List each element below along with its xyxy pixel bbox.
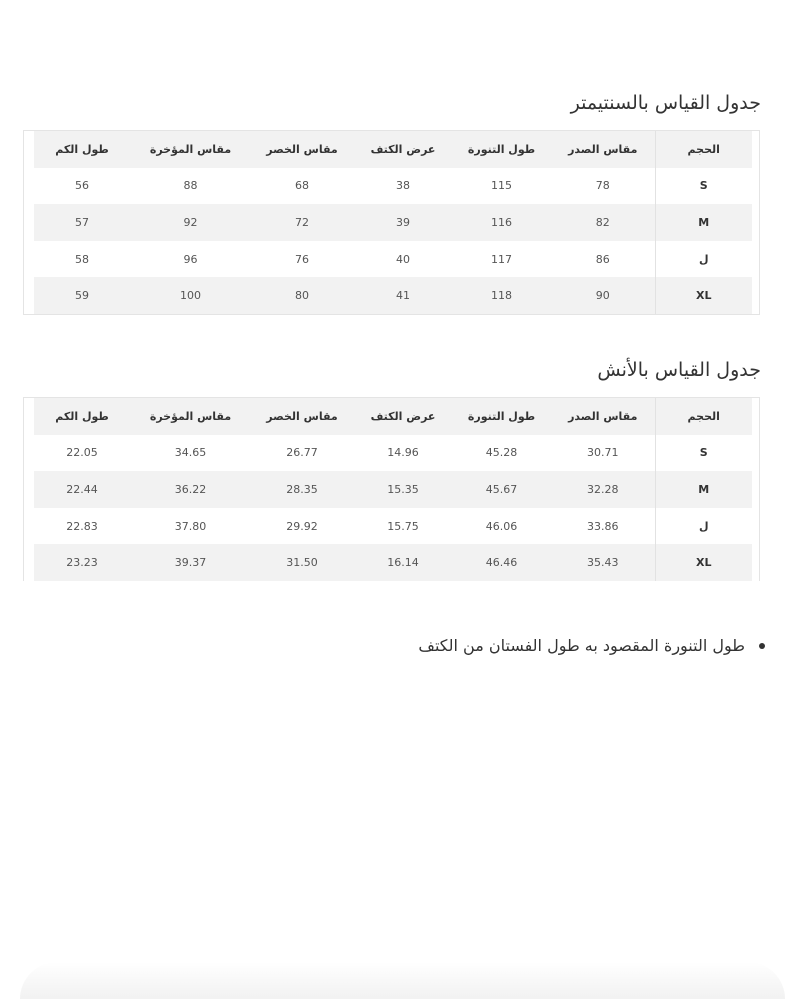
size-label: M [656, 204, 752, 241]
inch-table-frame [23, 397, 760, 581]
table-cell: 22.05 [66, 446, 98, 460]
table-cell: 14.96 [387, 446, 419, 460]
table-cell: 16.14 [354, 544, 453, 581]
cm-table-title: جدول القياس بالسنتيمتر [570, 92, 761, 114]
table-cell: 88 [183, 179, 198, 193]
list-item [418, 636, 765, 655]
table-cell: 22.44 [34, 471, 131, 508]
table-cell: 117 [491, 252, 512, 266]
table-cell: 15.35 [354, 471, 453, 508]
table-cell: 86 [595, 252, 610, 266]
inch-table-title: جدول القياس بالأنش [597, 359, 761, 381]
table-cell: 39.37 [131, 544, 251, 581]
note-text: طول التنورة المقصود به طول الفستان من الكتف [418, 636, 745, 655]
table-row [34, 435, 752, 472]
table-cell: 26.77 [286, 446, 318, 460]
table-cell: 29.92 [286, 519, 318, 533]
table-row [34, 508, 752, 545]
cm-header-sleeve-length: طول الكم [34, 131, 131, 168]
table-cell: 72 [251, 204, 354, 241]
inch-size-table [33, 398, 752, 581]
table-cell: 82 [551, 204, 656, 241]
table-row [34, 241, 752, 278]
table-cell: 78 [595, 179, 610, 193]
cm-header-skirt-length: طول التنورة [453, 131, 551, 168]
table-cell: 115 [491, 179, 512, 193]
table-row [34, 544, 752, 581]
table-cell: 22.83 [66, 519, 98, 533]
cm-header-waist: مقاس الخصر [251, 131, 354, 168]
table-cell: 96 [183, 252, 198, 266]
table-row [34, 204, 752, 241]
table-cell: 39 [354, 204, 453, 241]
inch-header-waist: مقاس الخصر [251, 398, 354, 435]
cm-table-header-row [34, 131, 752, 168]
size-label: ل [656, 241, 752, 278]
cm-size-table [33, 131, 752, 314]
cm-header-hips: مقاس المؤخرة [131, 131, 251, 168]
table-cell: 46.46 [453, 544, 551, 581]
size-label: XL [656, 544, 752, 581]
table-cell: 59 [34, 277, 131, 314]
table-cell: 92 [131, 204, 251, 241]
bullet-dot-icon [759, 643, 765, 649]
cm-header-chest: مقاس الصدر [551, 131, 656, 168]
table-cell: 33.86 [587, 519, 619, 533]
inch-header-size: الحجم [656, 398, 752, 435]
size-label: S [656, 168, 752, 205]
cm-header-size: الحجم [656, 131, 752, 168]
cm-header-shoulder-width: عرض الكتف [354, 131, 453, 168]
inch-header-shoulder-width: عرض الكتف [354, 398, 453, 435]
table-cell: 23.23 [34, 544, 131, 581]
table-cell: 31.50 [251, 544, 354, 581]
table-cell: 118 [453, 277, 551, 314]
table-cell: 30.71 [587, 446, 619, 460]
table-row [34, 471, 752, 508]
table-cell: 36.22 [131, 471, 251, 508]
table-cell: 15.75 [387, 519, 419, 533]
table-cell: 38 [396, 179, 410, 193]
table-cell: 56 [75, 179, 89, 193]
table-cell: 40 [396, 252, 410, 266]
table-cell: 35.43 [551, 544, 656, 581]
inch-header-skirt-length: طول التنورة [453, 398, 551, 435]
table-cell: 100 [131, 277, 251, 314]
table-cell: 46.06 [485, 519, 518, 533]
table-row [34, 168, 752, 205]
size-label: S [656, 435, 752, 472]
size-label: M [656, 471, 752, 508]
inch-table-header-row [34, 398, 752, 435]
table-cell: 116 [453, 204, 551, 241]
bottom-fade-panel [20, 962, 785, 999]
table-cell: 58 [75, 252, 89, 266]
inch-header-sleeve-length: طول الكم [34, 398, 131, 435]
table-cell: 45.67 [453, 471, 551, 508]
table-cell: 34.65 [174, 446, 207, 460]
inch-header-chest: مقاس الصدر [551, 398, 656, 435]
cm-table-frame [23, 130, 760, 315]
table-cell: 45.28 [485, 446, 518, 460]
inch-header-hips: مقاس المؤخرة [131, 398, 251, 435]
table-cell: 37.80 [174, 519, 207, 533]
table-cell: 57 [34, 204, 131, 241]
table-cell: 90 [551, 277, 656, 314]
table-cell: 32.28 [551, 471, 656, 508]
size-label: ل [656, 508, 752, 545]
table-cell: 76 [295, 252, 309, 266]
table-row [34, 277, 752, 314]
size-label: XL [656, 277, 752, 314]
table-cell: 41 [354, 277, 453, 314]
table-cell: 28.35 [251, 471, 354, 508]
size-notes-list [418, 636, 765, 655]
table-cell: 68 [295, 179, 309, 193]
table-cell: 80 [251, 277, 354, 314]
